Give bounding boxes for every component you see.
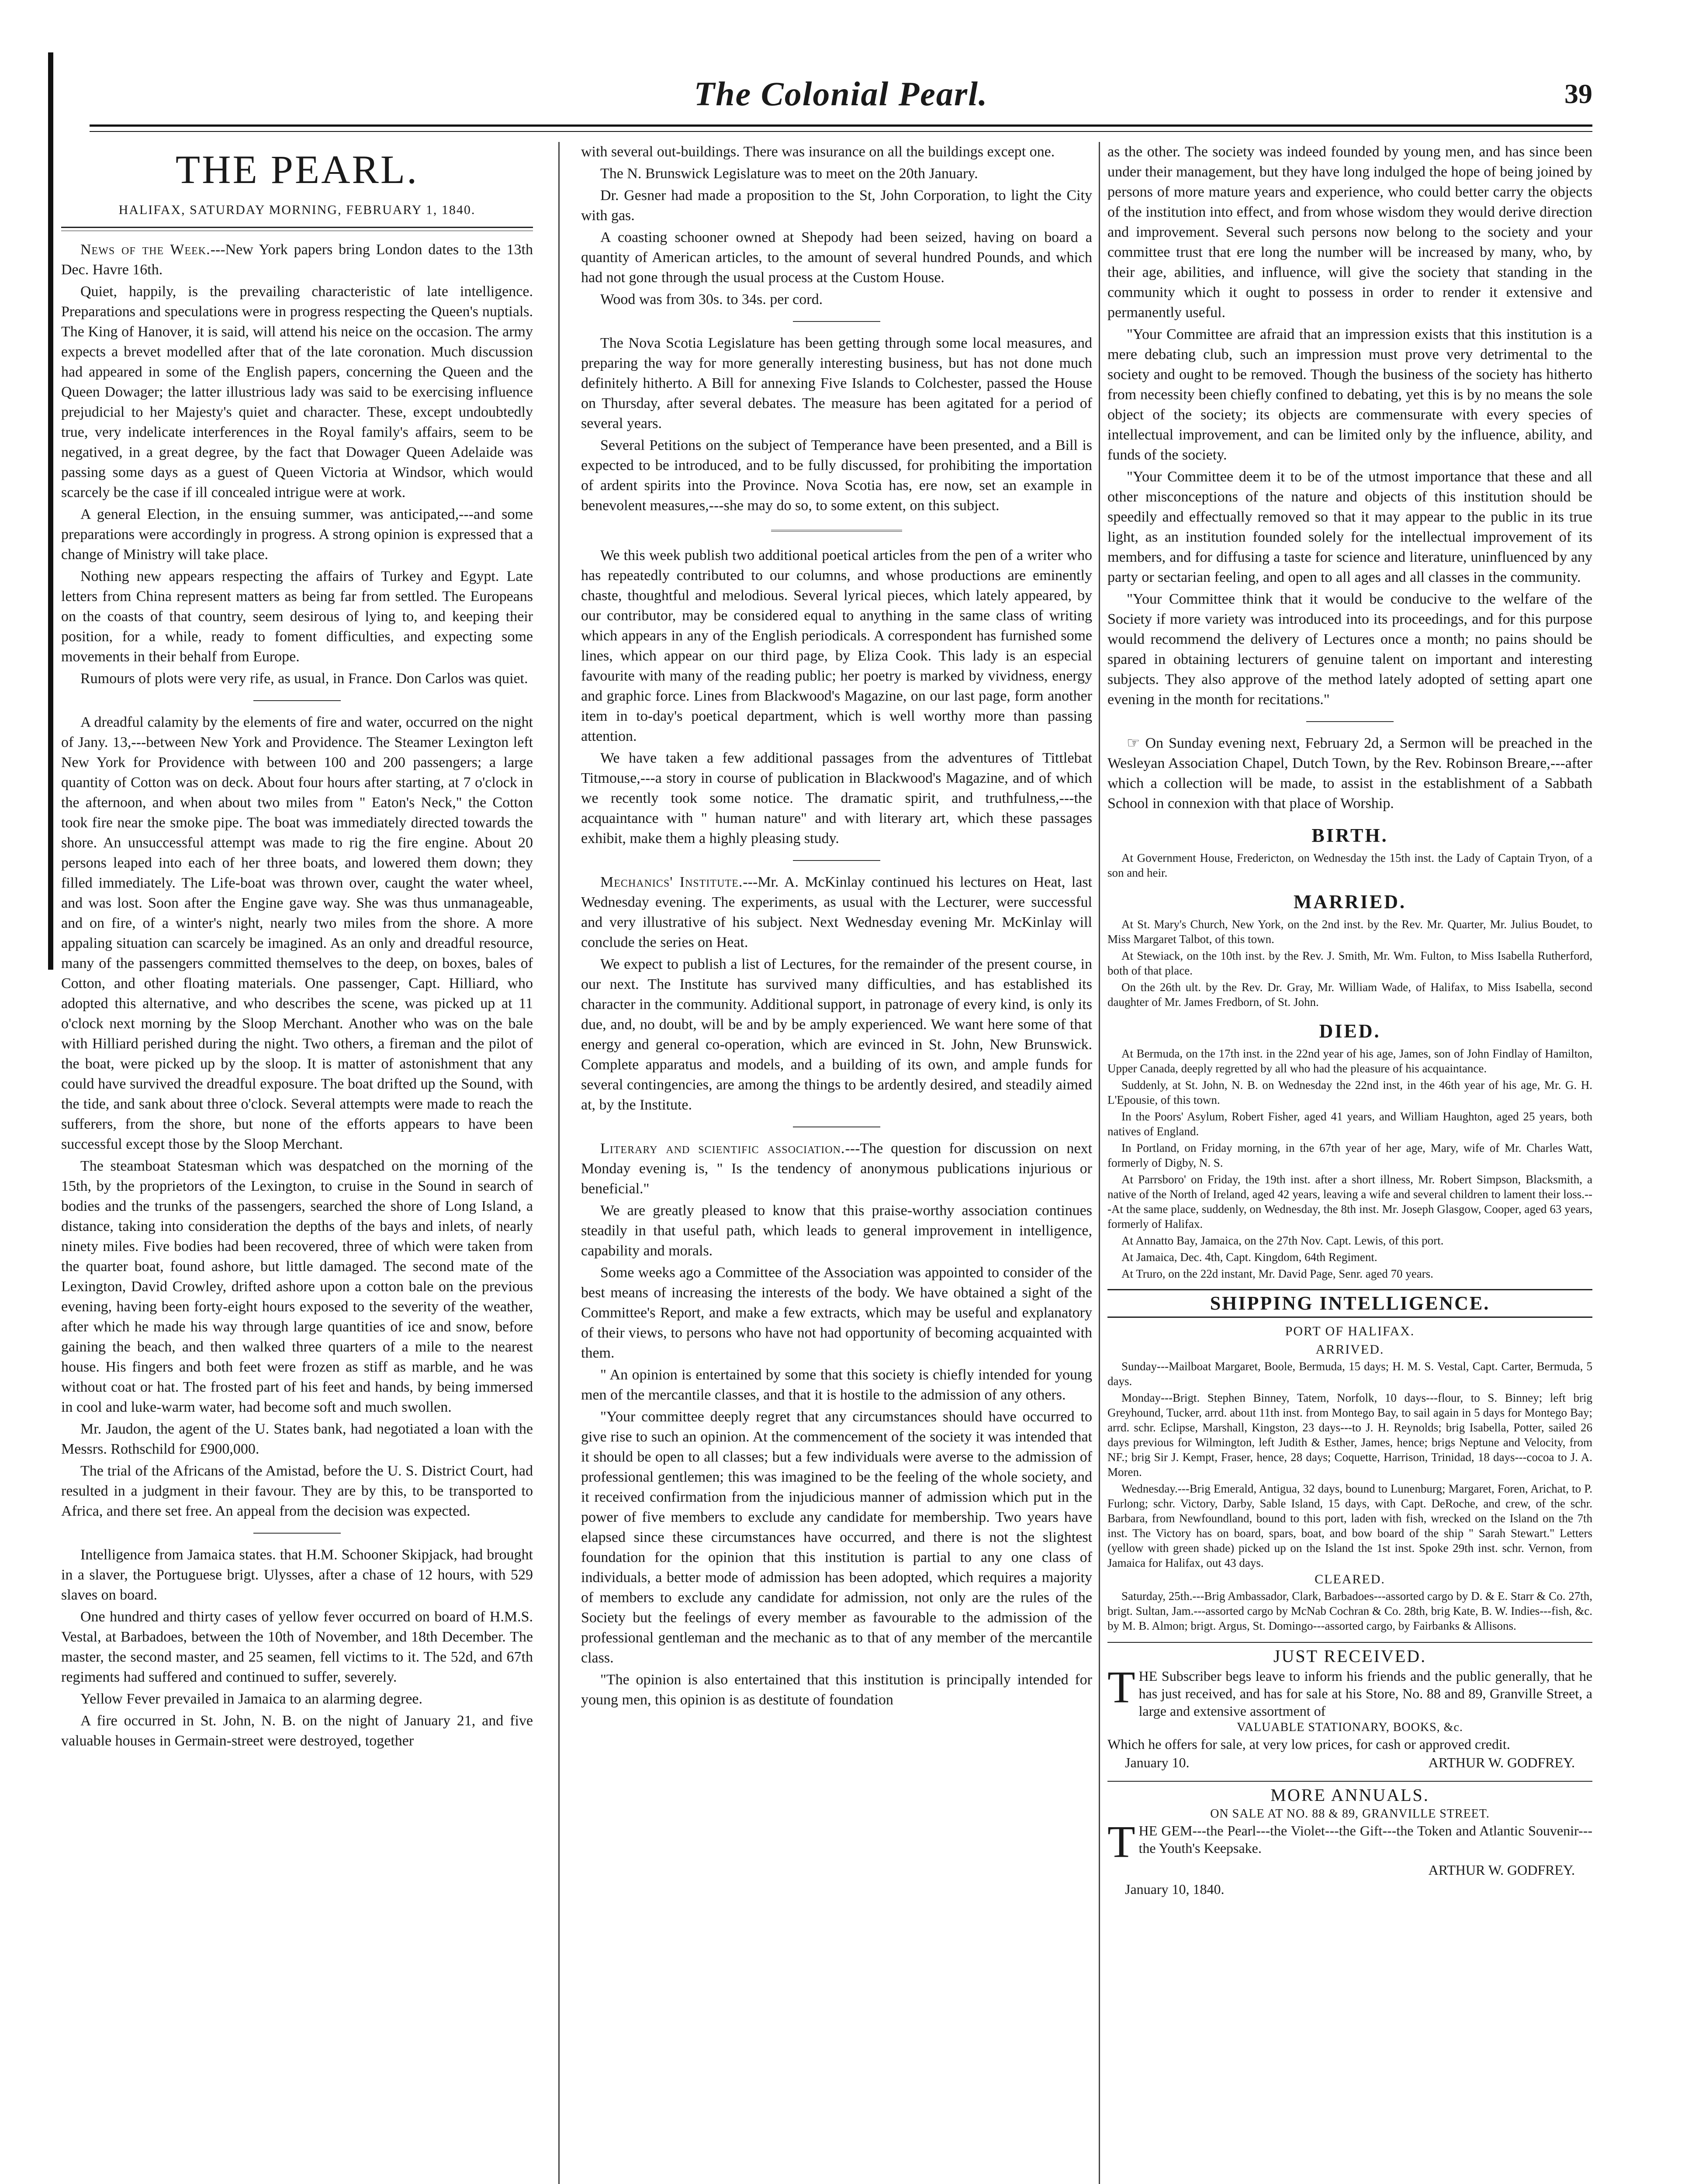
advertisement-date: January 10, 1840. xyxy=(1125,1881,1225,1897)
article-paragraph: Some weeks ago a Committee of the Association was appointed to consider of the best means of increasing the interests of the body. We have obtained a sight of the Committee's Report, and make a few extracts, which may be useful and explanatory of their views, to persons who have not had opportunity of becoming acquainted with them. xyxy=(581,1265,1092,1361)
dateline: HALIFAX, SATURDAY MORNING, FEBRUARY 1, 1840. xyxy=(118,203,476,217)
notice-entry: At Stewiack, on the 10th inst. by the Rev. J. Smith, Mr. Wm. Fulton, to Miss Isabella Rutherford, both of that place. xyxy=(1107,949,1592,977)
advertisement-text: Which he offers for sale, at very low prices, for cash or approved credit. xyxy=(1107,1736,1510,1752)
shipping-entry: Wednesday.---Brig Emerald, Antigua, 32 days, bound to Lunenburg; Margaret, Foren, Arichat, to P. Furlong; schr. Victory, Darby, Sable Island, 15 days, with Capt. DeRoche, and crew, of the schr. Barbara, from Newfoundland, bound to this port, laden with fish, wrecked on the Island on the 7th inst. The Victory has on board, spars, boat, and bow board of the ship " Sarah Stewart." Letters (yellow with green shade) picked up on the Island the 1st inst. Spoke 29th inst. schr. Vernon, from Jamaica for Halifax, out 43 days. xyxy=(1107,1482,1592,1569)
rule xyxy=(61,227,533,231)
signature-row xyxy=(1107,1753,1592,1772)
rule xyxy=(253,1533,341,1534)
advertiser-signature: ARTHUR W. GODFREY. xyxy=(1428,1862,1575,1878)
article-paragraph: "Your Committee are afraid that an impression exists that this institution is a mere debating club, such an impression must prove very detrimental to the society and ought to be removed. Though the business of the society has hitherto from necessity been chiefly confined to debating, yet this is by no means the sole object of the society; its objects are commensurate with every species of intellectual improvement, and can be limited only by the influence, ability, and funds of the society. xyxy=(1107,326,1592,463)
article-paragraph: We are greatly pleased to know that this praise-worthy association continues steadily in that useful path, which leads to general improvement in intelligence, capability and morals. xyxy=(581,1203,1092,1259)
article-paragraph: One hundred and thirty cases of yellow fever occurred on board of H.M.S. Vestal, at Barbadoes, between the 10th of November, and 18th December. The master, the second master, and 25 seamen, fell victims to it. The 52d, and 67th regiments had suffered and continued to suffer, severely. xyxy=(61,1609,533,1685)
article-paragraph: Several Petitions on the subject of Temperance have been presented, and a Bill is expected to be introduced, and to be fully discussed, for prohibiting the importation of ardent spirits into the Province. Nova Scotia has, ere now, set an example in benevolent measures,---she may do so, to some extent, on this subject. xyxy=(581,437,1092,514)
cleared-heading: CLEARED. xyxy=(1315,1572,1385,1586)
advertisement xyxy=(1107,1662,1592,1772)
married-heading: MARRIED. xyxy=(1293,891,1407,912)
article-paragraph: Literary and scientific association.---The question for discussion on next Monday evening is, " Is the tendency of anonymous publications injurious or beneficial." xyxy=(581,1140,1092,1197)
arrivals-list xyxy=(1107,1359,1592,1570)
notice-entry: At Parrsboro' on Friday, the 19th inst. after a short illness, Mr. Robert Simpson, Blacksmith, a native of the North of Ireland, aged 42 years, leaving a wife and several children to lament their loss.---At the same place, suddenly, on Wednesday, the 8th inst. Mr. Joseph Glasgow, Cooper, aged 63 years, formerly of Halifax. xyxy=(1107,1173,1592,1230)
arrived-heading: ARRIVED. xyxy=(1315,1342,1384,1357)
notice-entry: At Government House, Fredericton, on Wednesday the 15th inst. the Lady of Captain Tryon, of a son and heir. xyxy=(1107,851,1592,879)
article-paragraph: The N. Brunswick Legislature was to meet on the 20th January. xyxy=(600,166,978,182)
rule xyxy=(793,321,880,322)
article-paragraph: "The opinion is also entertained that this institution is principally intended for young men, this opinion is as destitute of foundation xyxy=(581,1672,1092,1708)
port-heading: PORT OF HALIFAX. xyxy=(1285,1324,1415,1338)
signature-row xyxy=(1107,1860,1592,1880)
drop-cap: T xyxy=(1107,1662,1135,1712)
article-paragraph: with several out-buildings. There was insurance on all the buildings except one. xyxy=(581,144,1055,160)
advertisement xyxy=(1107,1806,1592,1899)
birth-notices xyxy=(1107,850,1592,880)
notice-entry: At Annatto Bay, Jamaica, on the 27th Nov. Capt. Lewis, of this port. xyxy=(1121,1234,1444,1247)
article-paragraph: Yellow Fever prevailed in Jamaica to an alarming degree. xyxy=(80,1691,422,1707)
article-paragraph: Nothing new appears respecting the affairs of Turkey and Egypt. Late letters from China represent matters as being far from settled. The Europeans on the coasts of that country, seem desirous of lying to, and keeping their position, for a while, ready to foment difficulties, and expecting some movements in their behalf from Europe. xyxy=(61,568,533,665)
article-paragraph: We have taken a few additional passages from the adventures of Tittlebat Titmouse,---a story in course of publication in Blackwood's Magazine, and of which we recently took some notice. The dramatic spirit, and truthfulness,---the acquaintance with " human nature" and with literary art, which these passages exhibit, make them a highly pleasing study. xyxy=(581,750,1092,847)
article-paragraph: Quiet, happily, is the prevailing characteristic of late intelligence. Preparations and speculations were in progress respecting the Queen's nuptials. The King of Hanover, it is said, will attend his neice on the occasion. The army expects a brevet modelled after that of the late coronation. Much discussion had appeared in some of the English papers, concerning the Queen and the Queen Dowager; the latter illustrious lady was said to be exercising influence prejudicial to her Majesty's quiet and character. These, except undoubtedly true, very indelicate interferences in the Royal family's affairs, seem to be negatived, in a great degree, by the fact that Dowager Queen Adelaide was passing some days as a guest of Queen Victoria at Windsor, which would scarcely be the case if ill concealed intrigue were at work. xyxy=(61,283,533,501)
advertisement-text: THE Subscriber begs leave to inform his friends and the public generally, that he has just received, and has for sale at his Store, No. 88 and 89, Granville Street, a large and extensive assortment of xyxy=(1107,1662,1592,1719)
advertisement-heading: JUST RECEIVED. xyxy=(1107,1642,1592,1667)
article-paragraph: A fire occurred in St. John, N. B. on the night of January 21, and five valuable houses in Germain-street were destroyed, together xyxy=(61,1713,533,1749)
article-paragraph: A coasting schooner owned at Shepody had been seized, having on board a quantity of American articles, to the amount of several hundred Pounds, and which had not gone through the usual process at the Custom House. xyxy=(581,229,1092,286)
notice-entry: At Jamaica, Dec. 4th, Capt. Kingdom, 64th Regiment. xyxy=(1121,1251,1377,1264)
masthead xyxy=(90,66,1592,131)
pointing-hand-icon: ☞ xyxy=(1127,735,1145,751)
article-paragraph: Mr. Jaudon, the agent of the U. States bank, had negotiated a loan with the Messrs. Rothschild for £900,000. xyxy=(61,1421,533,1457)
column-3 xyxy=(1107,142,1592,2184)
column-divider xyxy=(558,142,560,2184)
advertisement-line: VALUABLE STATIONARY, BOOKS, &c. xyxy=(1237,1721,1463,1734)
clearances-list xyxy=(1107,1589,1592,1633)
literary-lead: Literary and scientific association. xyxy=(600,1140,845,1157)
advertisement-heading: MORE ANNUALS. xyxy=(1107,1781,1592,1806)
article-paragraph: Intelligence from Jamaica states. that H.M. Schooner Skipjack, had brought in a slaver, the Portuguese brigt. Ulysses, after a chase of 12 hours, with 529 slaves on board. xyxy=(61,1547,533,1603)
notice-entry: At St. Mary's Church, New York, on the 2nd inst. by the Rev. Mr. Quarter, Mr. Julius Boudet, to Miss Margaret Talbot, of this town. xyxy=(1107,918,1592,946)
rule xyxy=(771,530,902,532)
advertisement-line: ON SALE AT NO. 88 & 89, GRANVILLE STREET. xyxy=(1210,1807,1490,1821)
married-notices xyxy=(1107,917,1592,1009)
column-1 xyxy=(61,142,533,2184)
shipping-entry: Sunday---Mailboat Margaret, Boole, Bermuda, 15 days; H. M. S. Vestal, Capt. Carter, Bermuda, 5 days. xyxy=(1107,1360,1592,1388)
date-row xyxy=(1107,1880,1592,1899)
article-paragraph: We expect to publish a list of Lectures, for the remainder of the present course, in our next. The Institute has survived many difficulties, and has established its character in the community. Additional support, in patronage of every kind, is only its due, and, no doubt, will be and by be amply experienced. We want here some of that energy and general co-operation, which are evinced in St. John, New Brunswick. Complete apparatus and models, and a building of its own, and ample funds for several contingencies, are among the things to be ardently desired, and steadily aimed at, by the Institute. xyxy=(581,956,1092,1113)
article-paragraph: as the other. The society was indeed founded by young men, and has since been under their management, but they have long indulged the hope of being joined by persons of more mature years and experience, who could better carry the objects of the institution into effect, and from whose wisdom they would derive direction and improvement. Several such persons now belong to the society and your committee trust that ere long the number will be increased by many, who, by their age, abilities, and influence, will give the society that standing in the community which it ought to possess in order to render it extensive and permanently useful. xyxy=(1107,144,1592,321)
masthead-rule xyxy=(90,124,1592,132)
notice-paragraph: ☞ On Sunday evening next, February 2d, a Sermon will be preached in the Wesleyan Association Chapel, Dutch Town, by the Rev. Robinson Breare,---after which a collection will be made, to assist in the establishment of a Sabbath School in connexion with that place of Worship. xyxy=(1107,735,1592,812)
died-notices xyxy=(1107,1046,1592,1281)
notice-entry: In the Poors' Asylum, Robert Fisher, aged 41 years, and William Haughton, aged 25 years, both natives of England. xyxy=(1107,1110,1592,1138)
article-paragraph: News of the Week.---New York papers bring London dates to the 13th Dec. Havre 16th. xyxy=(61,242,533,278)
article-paragraph: Dr. Gesner had made a proposition to the St, John Corporation, to light the City with gas. xyxy=(581,187,1092,224)
shipping-heading: SHIPPING INTELLIGENCE. xyxy=(1107,1289,1592,1318)
advertisement-date: January 10. xyxy=(1125,1755,1190,1770)
drop-cap: T xyxy=(1107,1817,1135,1867)
article-paragraph: The steamboat Statesman which was despatched on the morning of the 15th, by the proprietors of the Lexington, to cruise in the Sound in search of bodies and the trunks of the passengers, searched the shore of Long Island, a distance, taking into consideration the depths of the bays and inlets, of nearly ninety miles. Five bodies had been recovered, three of which were taken from the quarter boat, found ashore, but little damaged. The second mate of the Lexington, David Crowley, drifted ashore upon a cotton bale on the previous evening, having been forty-eight hours exposed to the severity of the weather, after which he made his way through large quantities of ice and snow, before gaining the beach, and then walked three quarters of a mile to the nearest house. His fingers and both feet were frozen as stiff as marble, and he was without coat or hat. The frosted part of his feet and hands, by being immersed in cool and luke-warm water, had become soft and much swollen. xyxy=(61,1158,533,1415)
article-paragraph: Mechanics' Institute.---Mr. A. McKinlay continued his lectures on Heat, last Wednesday evening. The experiments, as usual with the Lecturer, were successful and very illustrative of his subject. Next Wednesday evening Mr. McKinlay will conclude the series on Heat. xyxy=(581,874,1092,950)
mechanics-lead: Mechanics' Institute. xyxy=(600,874,743,890)
died-heading: DIED. xyxy=(1319,1020,1381,1042)
margin-rule xyxy=(48,52,53,970)
rule xyxy=(1306,721,1394,722)
notice-entry: At Truro, on the 22d instant, Mr. David Page, Senr. aged 70 years. xyxy=(1121,1267,1433,1280)
article-paragraph: Wood was from 30s. to 34s. per cord. xyxy=(600,291,823,308)
article-paragraph: "Your Committee deem it to be of the utmost importance that these and all other misconceptions of the nature and objects of this institution should be speedily and effectually removed so that it may appear to the public in its true light, as an institution founded solely for the intellectual improvement of its members, and for diffusing a taste for science and literature, uninfluenced by any party or sectarian feeling, and open to all ages and all classes in the community. xyxy=(1107,469,1592,585)
article-paragraph: We this week publish two additional poetical articles from the pen of a writer who has repeatedly contributed to our columns, and whose productions are eminently chaste, thoughtful and melodious. Several lyrical pieces, which lately appeared, by our contributor, may be considered equal to anything in the same class of writing which appears in any of the English periodicals. A correspondent has furnished some lines, which appear on our third page, by Eliza Cook. This lady is an especial favourite with many of the reading public; her poetry is marked by vividness, energy and graphic force. Lines from Blackwood's Magazine, on our last page, form another item in to-day's poetical department, which is well worthy more than passing attention. xyxy=(581,547,1092,744)
article-paragraph: A general Election, in the ensuing summer, was anticipated,---and some preparations were accordingly in progress. A strong opinion is expressed that a change of Ministry will take place. xyxy=(61,506,533,563)
birth-heading: BIRTH. xyxy=(1311,825,1388,846)
article-paragraph: Rumours of plots were very rife, as usual, in France. Don Carlos was quiet. xyxy=(80,670,528,687)
news-lead: News of the Week. xyxy=(80,242,211,258)
shipping-entry: Monday---Brigt. Stephen Binney, Tatem, Norfolk, 10 days---flour, to S. Binney; left brig Greyhound, Tucker, arrd. about 11th inst. from Montego Bay, to sail again in 5 days for Montego Bay; arrd. schr. Eclipse, Marshall, Kingston, 23 days---to J. H. Reynolds; brig Isabella, Potter, sailed 26 days previous for Wilmington, left Judith & Esther, James, hence; brigs Neptune and Velocity, from NF.; brig Sir J. Kempt, Fraser, hence, 28 days; Coquette, Harrison, Trinidad, 18 days---cocoa to J. A. Moren. xyxy=(1107,1391,1592,1479)
section-heading: THE PEARL. xyxy=(175,147,419,192)
shipping-entry: Saturday, 25th.---Brig Ambassador, Clark, Barbadoes---assorted cargo by D. & E. Starr & Co. 27th, brigt. Sultan, Jam.---assorted cargo by McNab Cochran & Co. 28th, brig Kate, B. W. Indies---fish, &c. by M. B. Almon; brigt. Argus, St. Domingo---assorted cargo, by Fairbanks & Allisons. xyxy=(1107,1590,1592,1632)
rule xyxy=(793,860,880,861)
article-paragraph: The Nova Scotia Legislature has been getting through some local measures, and preparing the way for more generally interesting business, but has not done much definitely hitherto. A Bill for annexing Five Islands to Colchester, passed the House on Thursday, after several debates. The measure has been agitated for a period of several years. xyxy=(581,335,1092,432)
article-paragraph: A dreadful calamity by the elements of fire and water, occurred on the night of Jany. 13,---between New York and Providence. The Steamer Lexington left New York for Providence with between 100 and 200 passengers; a large quantity of Cotton was on deck. About four hours after starting, at 7 o'clock in the afternoon, and when about two miles from " Eaton's Neck," the Cotton took fire near the smoke pipe. The boat was immediately directed towards the shore. An unsuccessful attempt was made to rig the fire engine. About 20 persons leaped into each of her three boats, and lowered them down; they filled immediately. The Life-boat was thrown over, caught the water wheel, and was lost. Soon after the Engine gave way. She was thus unmanageable, and on fire, of a winter's night, nearly two miles from the shore. A more appaling situation can scarcely be imagined. As an only and dreadful resource, many of the passengers committed themselves to the deep, on boxes, bales of Cotton, and other floating materials. One passenger, Capt. Hilliard, who adopted this alternative, and who describes the scene, was picked up at 11 o'clock next morning by the Sloop Merchant. Another who was on the bale with Hilliard perished during the night. Two others, a fireman and the pilot of the boat, were picked up by the sloop. It is matter of astonishment that any could have survived the dreadful exposure. The boat drifted up the Sound, with the tide, and sank about three o'clock. Several attempts were made to reach the sufferers, from the shore, but none of the efforts appears to have been successful except those by the Sloop Merchant. xyxy=(61,714,533,1152)
article-paragraph: The trial of the Africans of the Amistad, before the U. S. District Court, had resulted in a judgment in their favour. They are by this, to be transported to Africa, and there set free. An appeal from the decision was expected. xyxy=(61,1463,533,1519)
column-2 xyxy=(581,142,1092,2184)
notice-entry: Suddenly, at St. John, N. B. on Wednesday the 22nd inst, in the 46th year of his age, Mr. G. H. L'Epousie, of this town. xyxy=(1107,1078,1592,1106)
article-paragraph: " An opinion is entertained by some that this society is chiefly intended for young men of the mercantile classes, and that it is hostile to the admission of any others. xyxy=(581,1367,1092,1403)
newspaper-title: The Colonial Pearl. xyxy=(694,75,988,113)
advertiser-signature: ARTHUR W. GODFREY. xyxy=(1428,1755,1575,1770)
notice-entry: At Bermuda, on the 17th inst. in the 22nd year of his age, James, son of John Findlay of Hamilton, Upper Canada, deeply regretted by all who had the pleasure of his acquaintance. xyxy=(1107,1047,1592,1075)
rule xyxy=(253,700,341,701)
column-divider xyxy=(1099,142,1100,2184)
advertisement-text: THE GEM---the Pearl---the Violet---the Gift---the Token and Atlantic Souvenir---the Youth's Keepsake. xyxy=(1107,1817,1592,1867)
notice-entry: In Portland, on Friday morning, in the 67th year of her age, Mary, wife of Mr. Charles Watt, formerly of Digby, N. S. xyxy=(1107,1141,1592,1169)
page-number: 39 xyxy=(1564,78,1592,109)
notice-entry: On the 26th ult. by the Rev. Dr. Gray, Mr. William Wade, of Halifax, to Miss Isabella, second daughter of Mr. James Fredborn, of St. John. xyxy=(1107,981,1592,1009)
article-paragraph: "Your committee deeply regret that any circumstances should have occurred to give rise to such an opinion. At the commencement of the society it was intended that it should be open to all classes; but a few individuals were averse to the admission of professional gentlemen; this was imagined to be the feeling of the whole society, and it received confirmation from the injudicious manner of admission which put in the power of five members to exclude any candidate for membership. Two years have elapsed since these circumstances have occurred, and there is not the slightest foundation for the opinion that this institution is partial to any one class of individuals, a better mode of admission has been adopted, which requires a majority of members to exclude any candidate for admission, not only are the rules of the Society but the feelings of every member as favourable to the admission of the professional gentleman and the mechanic as to that of any member of the mercantile class. xyxy=(581,1409,1092,1666)
article-paragraph: "Your Committee think that it would be conducive to the welfare of the Society if more variety was introduced into its proceedings, and for this purpose would recommend the delivery of Lectures once a month; no pains should be spared in obtaining lecturers of genuine talent on important and interesting subjects. They also approve of the method lately adopted of setting apart one evening in the month for recitations." xyxy=(1107,591,1592,708)
